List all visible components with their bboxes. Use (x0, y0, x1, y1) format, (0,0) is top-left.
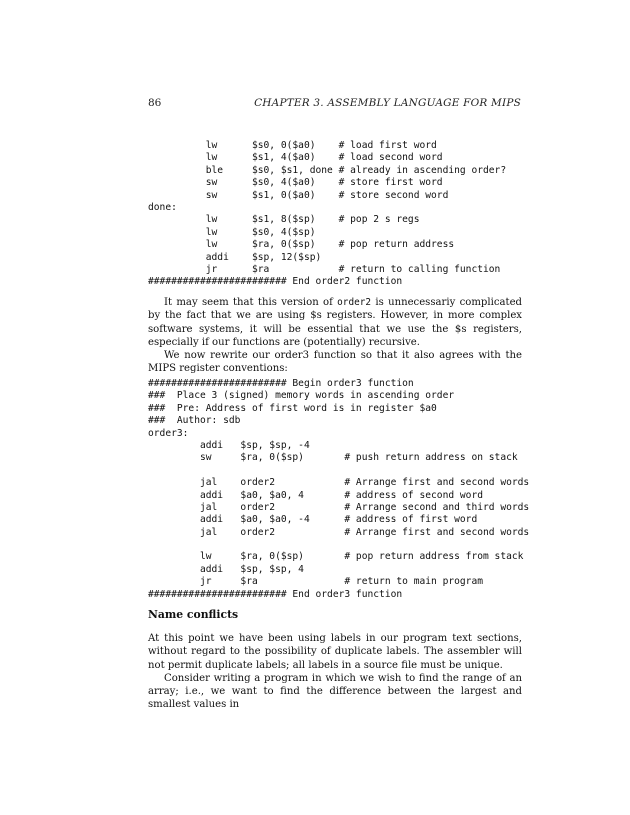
code-line: ### Author: sdb (148, 415, 241, 427)
code-line: jal order2 # Arrange second and third words (148, 501, 530, 513)
code-line: ble $s0, $s1, done # already in ascending order? (148, 164, 507, 176)
prose-block-1 (148, 296, 522, 376)
code-line: jal order2 # Arrange first and second words (148, 526, 530, 538)
paragraph-rewrite-order3: We now rewrite our order3 function so that it also agrees with the MIPS register conventions: (148, 350, 522, 375)
code-line: jr $ra # return to calling function (148, 263, 501, 275)
code-line: done: (148, 201, 177, 213)
code-line (148, 539, 529, 551)
code-line: addi $a0, $a0, -4 # address of first word (148, 514, 478, 526)
code-line: lw $s0, 0($a0) # load first word (148, 140, 437, 151)
code-line: lw $ra, 0($sp) # pop return address from stack (148, 551, 524, 563)
code-line: ######################## End order2 function (148, 276, 403, 288)
running-header (148, 97, 521, 111)
paragraph-text: It may seem that this version of (164, 297, 338, 308)
paragraph-duplicate-labels: At this point we have been using labels in our program text sections, without regard to the possibility of duplicate labels. The assembler will not permit duplicate labels; all labels in a source file must be unique. (148, 633, 522, 671)
page-number: 86 (148, 97, 162, 109)
paragraph-text: is unnecessariy complicated by the fact that we are using $s registers. However, in more complex software systems, it will be essential that we use the $s registers, especially if our functions are (potentially) recursive. (148, 297, 523, 348)
code-line: addi $sp, $sp, 4 (148, 563, 304, 575)
code-line: ######################## End order3 function (148, 588, 403, 600)
code-listing-order2-end (148, 140, 506, 289)
code-line: ### Pre: Address of first word is in register $a0 (148, 402, 437, 414)
inline-code-order2: order2 (337, 297, 372, 308)
code-line: addi $sp, $sp, -4 (148, 439, 310, 451)
paragraph-order2-complexity (148, 296, 522, 349)
code-line: lw $s1, 4($a0) # load second word (148, 152, 443, 164)
code-line: ### Place 3 (signed) memory words in ascending order (148, 390, 455, 402)
code-line: ######################## Begin order3 function (148, 378, 414, 389)
code-line: order3: (148, 427, 189, 439)
code-line: sw $ra, 0($sp) # push return address on stack (148, 452, 518, 464)
code-line: sw $s0, 4($a0) # store first word (148, 177, 443, 189)
code-line: jr $ra # return to main program (148, 576, 484, 588)
chapter-title: CHAPTER 3. ASSEMBLY LANGUAGE FOR MIPS (254, 97, 521, 109)
code-line: sw $s1, 0($a0) # store second word (148, 189, 449, 201)
code-line: lw $ra, 0($sp) # pop return address (148, 239, 455, 251)
code-line: lw $s0, 4($sp) (148, 226, 316, 238)
code-line: addi $a0, $a0, 4 # address of second word (148, 489, 484, 501)
code-line: addi $sp, 12($sp) (148, 251, 322, 263)
code-line: jal order2 # Arrange first and second words (148, 477, 530, 489)
prose-block-2 (148, 632, 522, 712)
code-line (148, 465, 529, 477)
paragraph-array-range: Consider writing a program in which we wish to find the range of an array; i.e., we want to find the difference between the largest and smallest values in (148, 672, 522, 711)
code-line: lw $s1, 8($sp) # pop 2 s regs (148, 214, 420, 226)
code-listing-order3 (148, 378, 529, 601)
section-heading: Name conflicts (148, 608, 239, 621)
